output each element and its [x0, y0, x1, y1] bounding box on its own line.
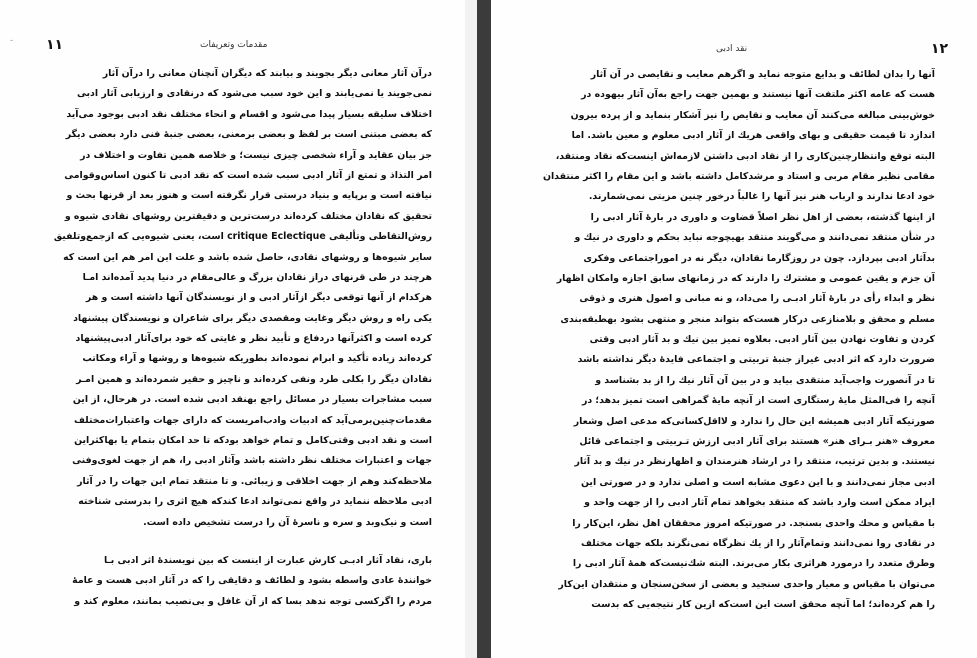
right-body-text — [540, 65, 935, 616]
text-line: جهات و اعتبارات مختلف نظر داشته باشد وآثار ادبی را، هم از جهت لغوی‌وفنی — [72, 455, 432, 467]
text-line: هرچند در طی قرنهای دراز نقادان بزرگ و عالی‌مقام در دنیا پدید آمده‌اند امـا — [82, 271, 432, 283]
text-line: خوانندهٔ عادی واسطه بشود و لطائف و دقایقی را که در آثار ادبی هست و عامهٔ — [72, 575, 432, 587]
text-line: کردن و تفاوت نهادن بین آثار ادبی. بعلاوه تمیز بین نیك و بد آثار ادبی وقتی — [589, 334, 935, 346]
book-gutter — [465, 0, 477, 658]
text-line: را هم کرده‌اند؛ اما آنچه محقق است این است‌که ازین کار نتیجه‌یی که بدست — [591, 599, 935, 611]
text-line: کرده است و اکثرآنها دردفاع و تأیید نظر و غایتی که خود برای‌آثار ادبی‌پیشنهاد — [75, 333, 432, 345]
text-line: اختلاف سلیقه بسیار پیدا می‌شود و اقسام و انحاء مختلف نقد ادبی بوجود می‌آید — [66, 108, 432, 120]
running-title: نقد ادبی — [716, 44, 748, 54]
text-line: ضرورت دارد که اثر ادبی غیراز جنبهٔ تربیتی و اجتماعی فایدهٔ دیگر نداشته باشد — [577, 354, 935, 366]
text-line: می‌توان با مقیاس و معیار واحدی سنجید و بعضی از سخن‌سنجان و منتقدان این‌کار — [558, 578, 935, 590]
paragraph — [44, 551, 432, 612]
text-line: که بعضی مبتنی است بر لفظ و بعضی برمعنی، بعضی جنبهٔ فنی دارد بعضی دیگر — [65, 129, 432, 141]
text-line: تا در آنصورت واجب‌آید منتقدی بیاید و در بین آن آثار نیك را از بد بشناسد و — [595, 374, 935, 386]
text-line: از اینها گذشته، بعضی از اهل نظر اصلاً قضاوت و داوری در بارهٔ آثار ادبی را — [590, 211, 935, 223]
text-line: مقامی نظیر مقام مربی و استاد و مرشدکامل داشته باشد و این مقام را اکثر منتقدان — [542, 170, 935, 182]
text-line: نیافته است و برپایه و بنیاد درستی قرار نگرفته است و هنوز بعد از قرنها بحث و — [66, 190, 432, 202]
scan-spine-shadow — [477, 0, 491, 658]
text-line: وطرق متعدد را درمورد هراثری بکار می‌برند. البته شك‌نیست‌که همهٔ آثار ادبی را — [572, 558, 935, 570]
text-line: سبب مشاجرات بسیار در مسائل راجع بهنقد ادبی شده است. در هرحال، از این — [72, 394, 432, 406]
text-line: مقدمات‌چنین‌برمی‌آید که ادبیات وادب‌امریست که دارای جهات واعتبارات‌مختلف — [73, 414, 432, 426]
text-line: نیستند. و بدین ترتیب، منتقد را در ارشاد هنرمندان و اظهارنظر در نیك و بد آثار — [574, 456, 935, 468]
text-line: در شأن منتقد نمی‌دانند و می‌گویند منتقد بهیچوجه نباید بحکم و داوری در نیك و — [574, 232, 935, 244]
text-line: آنچه را فی‌المثل مایهٔ رستگاری است از آنچه مایهٔ گمراهی است تمیز بدهد؛ در — [581, 395, 935, 407]
text-line: صورتیکه آثار ادبی همیشه این حال را ندارد و لااقل‌کسانی‌که مدعی اصل وشعار — [573, 415, 935, 427]
paragraph-gap — [44, 533, 432, 551]
running-title: مقدمات وتعریفات — [200, 40, 268, 50]
right-book-page — [491, 0, 977, 658]
text-line: ایراد ممکن است وارد باشد که منتقد بخواهد تمام آثار ادبی را از جهت واحد و — [584, 497, 935, 509]
text-line: خود ادعا ندارند و ارباب هنر نیز آنها را غالباً درخور چنین مزیتی نمی‌شمارند. — [588, 191, 935, 203]
text-line: جز بیان عقاید و آراء شخصی چیزی نیست؛ و خلاصه همین تفاوت و اختلاف در — [80, 149, 432, 161]
text-line: کرده‌اند زیاده تأکید و ابرام نموده‌اند بطوریکه شیوه‌ها و روشها و آراء ومکاتب — [82, 353, 432, 365]
text-line: سایر شیوه‌ها و روشهای نقادی، حاصل شده باشد و علت این امر هم این است که — [63, 251, 432, 263]
text-line: یکی راه و روش دیگر وغایت ومقصدی دیگر برای شاعران و نویسندگان پیشنهاد — [73, 312, 432, 324]
text-line: ادبی ملاحظه ننماید در واقع نمی‌تواند ادعا کندکه هیچ اثری را بدرستی شناخته — [78, 496, 432, 508]
text-line: است و نیک‌وبد و سره و ناسرهٔ آن را درست تشخیص داده است. — [143, 516, 432, 528]
text-line: نظر و ابداء رأی در بارهٔ آثار ادبـی را می‌داد، و نه مبانی و اصول هنری و ذوقی — [579, 293, 935, 305]
text-line: با مقیاس و محك واحدی بسنجد. در صورتیکه امروز محققان اهل نظر، این‌کار را — [572, 517, 935, 529]
paragraph — [44, 64, 432, 533]
left-book-page — [0, 0, 465, 658]
text-line: در نقادی روا نمی‌دانند وتمام‌آثار را از یك نظرگاه نمی‌نگرند بلکه جهات مختلف — [581, 537, 935, 549]
text-line: ملاحظه‌کند وهم از جهت اخلاقی و زیبائی. و تا منتقد تمام این جهات را در آثار — [77, 475, 432, 487]
page-number: ١١ — [46, 37, 64, 53]
text-line: هرکدام از آنها توقعی دیگر ازآثار ادبی و از نویسندگان آنها داشته است و هر — [85, 292, 432, 304]
text-line: امر التذاذ و تمتع از آثار ادبی سبب شده است که نقد ادبی تا کنون اساس‌وقوامی — [64, 169, 432, 181]
text-line: اندازد تا قیمت حقیقی و بهای واقعی هریك از آثار ادبی معلوم و معین باشد. اما — [571, 130, 935, 142]
text-line: نمی‌جویند یا نمی‌یابند و این خود سبب می‌شود که درنقادی و ارزیابی آثار ادبی — [77, 88, 432, 100]
text-line: آنها را بدان لطائف و بدایع متوجه نماید و اگرهم معایب و نقایصی در آن آثار — [590, 69, 935, 80]
text-line: هست که عامه اکثر ملتفت آنها نیستند و بهمین جهت راجع به‌آن آثار بیهوده در — [581, 89, 935, 101]
text-line: نقادان دیگر را بکلی طرد ونفی کرده‌اند و ناچیز و حقیر شمرده‌اند و همین امـر — [76, 373, 432, 385]
paragraph — [540, 65, 935, 616]
text-line: روش‌التقاطی وتألیفی critique Eclectique است، یعنی شیوه‌یی که ازجمع‌وتلفیق — [53, 231, 432, 243]
text-line: درآن آثار معانی دیگر بجویند و بیابند که دیگران آنچنان معانی را درآن آثار — [102, 68, 432, 79]
text-line: آن جزم و یقین عمومی و مشترك را دارند که در زمانهای سابق اجازه وامکان اظهار — [556, 272, 935, 284]
text-line: مردم را اگرکسی توجه ندهد بسا که از آن غافل و بی‌نصیب بمانند، معلوم کند و — [74, 595, 432, 607]
text-line: ادبی مجاز نمی‌دانند و با این دعوی مشابه است و اصلی ندارد و در صورتی این — [580, 476, 935, 488]
left-body-text — [44, 64, 432, 612]
text-line: تحقیق که نقادان مختلف کرده‌اند درست‌ترین و دقیقترین روشهای نقادی شیوه و — [64, 210, 432, 222]
text-line: بدآثار ادبی بپردازد. چون در روزگارما نقادان، دیگر نه در اموراجتماعی وفکری — [583, 252, 935, 264]
text-line: خوش‌بینی مبالغه می‌کنند آن معایب و نقایص را نیز آشکار بنماید و از پرده بیرون — [570, 109, 935, 121]
text-line: باری، نقاد آثار ادبـی کارش عبارت از اینست که بین نویسندهٔ اثر ادبی بـا — [103, 554, 432, 566]
text-line: است و نقد ادبی وقتی‌کامل و تمام خواهد بودکه تا حد امکان بتمام یا بهاکثراین — [74, 435, 432, 447]
text-line: البته توقع وانتظارچنین‌کاری را از نقاد ادبی داشتن لازمه‌اش اینست‌که نقاد ومنتقد، — [555, 150, 935, 162]
margin-mark: - — [10, 36, 14, 46]
page-number: ١٢ — [930, 41, 948, 57]
text-line: مسلم و محقق و بلامنازعی درکار هست‌که بتواند منجر و منتهی بشود بهطبقه‌بندی — [560, 313, 935, 325]
text-line: معروف «هنر بـرای هنر» هستند برای آثار ادبی ارزش تـربیتی و اجتماعی قائل — [579, 436, 935, 448]
